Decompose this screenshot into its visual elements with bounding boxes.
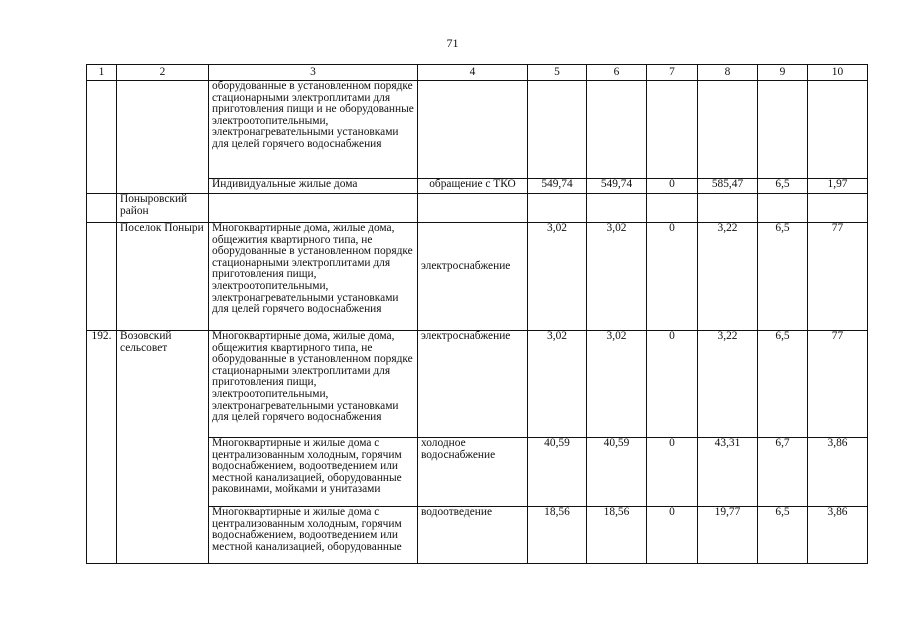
header-cell: 3 — [209, 65, 418, 81]
cell-value — [758, 81, 808, 179]
header-row — [87, 65, 868, 81]
cell-num — [87, 81, 117, 194]
cell-value: 3,22 — [698, 223, 758, 331]
cell-value: 6,5 — [758, 223, 808, 331]
cell-description — [209, 194, 418, 223]
header-cell: 5 — [528, 65, 587, 81]
cell-value: 19,77 — [698, 507, 758, 564]
cell-value: 0 — [647, 507, 698, 564]
cell-service — [418, 194, 528, 223]
cell-value: 3,02 — [587, 223, 647, 331]
cell-value: 0 — [647, 438, 698, 507]
cell-num — [87, 223, 117, 331]
header-cell: 8 — [698, 65, 758, 81]
cell-description: Многоквартирные и жилые дома с централизованным холодным, горячим водоснабжением, водоотведением или местной канализацией, оборудованные — [209, 507, 418, 564]
cell-value: 18,56 — [587, 507, 647, 564]
page-number: 71 — [446, 36, 459, 50]
cell-value: 6,5 — [758, 331, 808, 438]
cell-service: электроснабжение — [418, 331, 528, 438]
cell-value: 1,97 — [808, 179, 868, 194]
cell-locality: Поселок Поныри — [117, 223, 209, 331]
cell-value: 43,31 — [698, 438, 758, 507]
cell-description: Многоквартирные дома, жилые дома, общежития квартирного типа, не оборудованные в установленном порядке стационарными электроплитами для приготовления пищи, электроотопительными, электронагревательными установками для целей горячего водоснабжения — [209, 223, 418, 331]
cell-num: 192. — [87, 331, 117, 564]
cell-value: 549,74 — [528, 179, 587, 194]
header-cell: 9 — [758, 65, 808, 81]
cell-value: 0 — [647, 331, 698, 438]
header-cell: 4 — [418, 65, 528, 81]
cell-value — [808, 81, 868, 179]
cell-value: 40,59 — [528, 438, 587, 507]
cell-locality: Возовский сельсовет — [117, 331, 209, 564]
cell-value — [698, 81, 758, 179]
cell-value: 3,02 — [587, 331, 647, 438]
cell-value: 6,5 — [758, 507, 808, 564]
cell-service: водоотведение — [418, 507, 528, 564]
cell-value — [808, 194, 868, 223]
cell-description: Многоквартирные дома, жилые дома, общежития квартирного типа, не оборудованные в установленном порядке стационарными электроплитами для приготовления пищи, электроотопительными, электронагревательными установками для целей горячего водоснабжения — [209, 331, 418, 438]
cell-value: 549,74 — [587, 179, 647, 194]
header-cell: 1 — [87, 65, 117, 81]
cell-service: обращение с ТКО — [418, 179, 528, 194]
cell-value: 6,5 — [758, 179, 808, 194]
cell-value: 6,7 — [758, 438, 808, 507]
cell-description: Многоквартирные и жилые дома с централизованным холодным, горячим водоснабжением, водоотведением или местной канализацией, оборудованные раковинами, мойками и унитазами — [209, 438, 418, 507]
cell-value — [587, 81, 647, 179]
table-row — [87, 81, 868, 179]
cell-value: 3,86 — [808, 507, 868, 564]
cell-value — [647, 81, 698, 179]
cell-num — [87, 194, 117, 223]
cell-value — [758, 194, 808, 223]
cell-value: 40,59 — [587, 438, 647, 507]
cell-value: 0 — [647, 179, 698, 194]
cell-value: 77 — [808, 223, 868, 331]
table-row — [87, 223, 868, 331]
header-cell: 10 — [808, 65, 868, 81]
header-cell: 2 — [117, 65, 209, 81]
cell-service — [418, 81, 528, 179]
cell-value — [528, 81, 587, 179]
cell-service: холодное водоснабжение — [418, 438, 528, 507]
cell-value: 3,22 — [698, 331, 758, 438]
district-name: Поныровский район — [117, 194, 209, 223]
cell-value: 3,02 — [528, 331, 587, 438]
cell-value — [647, 194, 698, 223]
cell-value: 18,56 — [528, 507, 587, 564]
tariff-table — [86, 64, 868, 564]
cell-value: 77 — [808, 331, 868, 438]
cell-value: 585,47 — [698, 179, 758, 194]
table-row — [87, 331, 868, 438]
header-cell: 6 — [587, 65, 647, 81]
header-cell: 7 — [647, 65, 698, 81]
table-row — [87, 194, 868, 223]
cell-value: 0 — [647, 223, 698, 331]
cell-value — [698, 194, 758, 223]
cell-value: 3,02 — [528, 223, 587, 331]
cell-value — [528, 194, 587, 223]
cell-locality — [117, 81, 209, 194]
cell-value: 3,86 — [808, 438, 868, 507]
cell-description: Индивидуальные жилые дома — [209, 179, 418, 194]
cell-description: оборудованные в установленном порядке стационарными электроплитами для приготовления пищи и не оборудованные электроотопительными, электронагревательными установками для целей горячего водоснабжения — [209, 81, 418, 179]
cell-value — [587, 194, 647, 223]
cell-service: электроснабжение — [418, 223, 528, 331]
